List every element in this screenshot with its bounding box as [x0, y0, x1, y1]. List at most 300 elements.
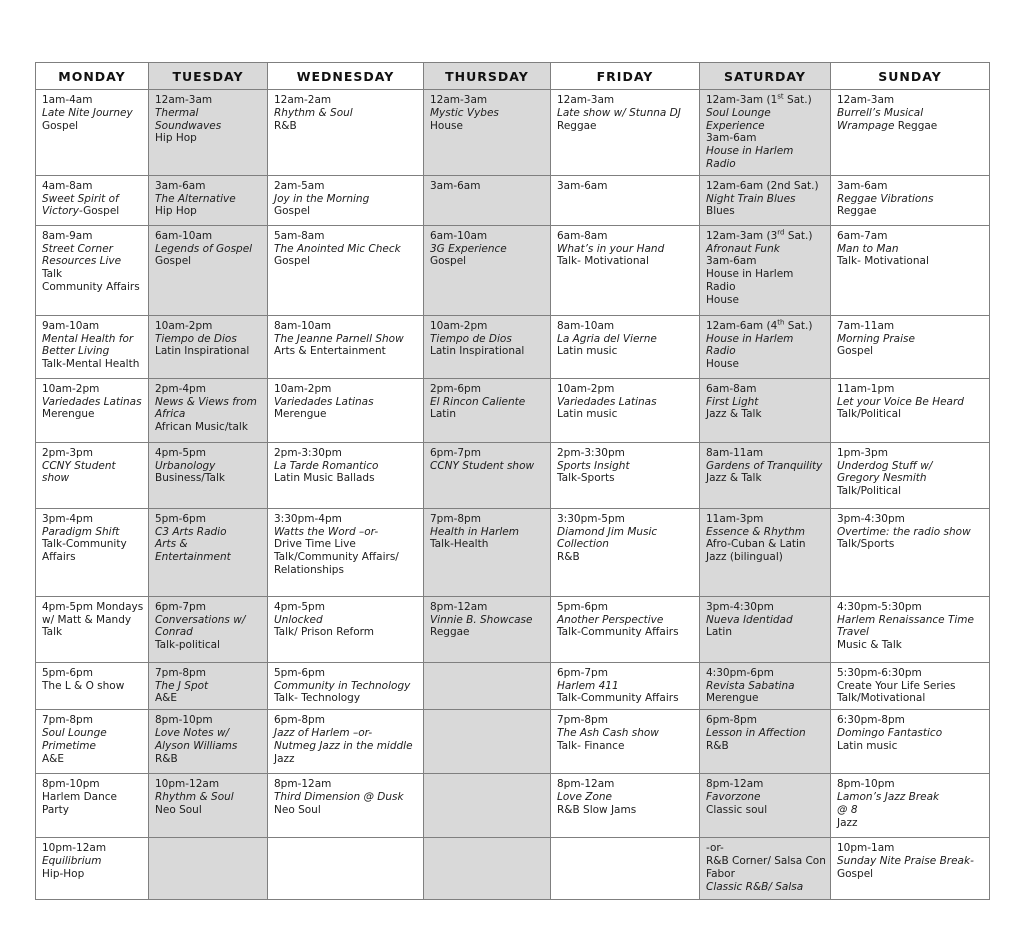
cell-thursday-r12: [424, 838, 551, 900]
cell-line: Variedades Latinas: [274, 395, 374, 408]
cell-line: Neo Soul: [274, 803, 321, 816]
cell-monday-r5: [36, 378, 149, 442]
cell-line: Resources Live: [42, 255, 122, 268]
cell-line: 12am-2am: [274, 94, 332, 106]
cell-line: Soundwaves: [155, 119, 222, 132]
cell-line: Harlem Renaissance Time: [837, 613, 974, 626]
cell-line: 8pm-10pm: [155, 714, 213, 727]
cell-line: Reggae Vibrations: [837, 192, 934, 205]
cell-line: 12am-6am (2nd Sat.): [706, 179, 819, 192]
cell-line: Jazz (bilingual): [706, 551, 783, 564]
cell-line: Entertainment: [155, 551, 231, 564]
cell-monday-r10: [36, 710, 149, 774]
cell-line: Afro-Cuban & Latin: [706, 538, 806, 551]
cell-sunday-r3: [831, 225, 990, 315]
day-header-friday: FRIDAY: [551, 63, 700, 90]
cell-line: Sports Insight: [557, 459, 630, 472]
cell-line: R&B: [557, 551, 580, 564]
cell-line: Latin Music Ballads: [274, 472, 375, 485]
cell-line: 4pm-5pm: [155, 446, 206, 459]
cell-wednesday-r11: [268, 774, 424, 838]
cell-line: Affairs: [42, 551, 76, 564]
cell-line: Business/Talk: [155, 472, 225, 485]
cell-line: A&E: [42, 752, 65, 765]
cell-line: 3am-6am: [155, 179, 206, 192]
schedule-row-3: [36, 225, 990, 315]
cell-line: Arts & Entertainment: [274, 345, 386, 358]
cell-line: Latin music: [837, 739, 898, 752]
cell-line: R&B: [706, 739, 729, 752]
cell-line: 6am-10am: [430, 229, 488, 242]
cell-line: Latin music: [557, 345, 618, 358]
cell-line: House in Harlem Radio: [706, 332, 794, 358]
cell-line: 12am-3am (3rd Sat.): [706, 228, 813, 242]
cell-line: 12am-3am: [155, 94, 213, 106]
cell-line: CCNY Student show: [430, 459, 535, 472]
cell-line: 6:30pm-8pm: [837, 714, 905, 727]
cell-line: 5pm-6pm: [557, 600, 608, 613]
cell-line: Talk-Health: [430, 538, 489, 551]
cell-saturday-r4: [700, 315, 831, 378]
cell-line: Jazz: [274, 752, 295, 765]
cell-tuesday-r2: [149, 175, 268, 225]
cell-line: Talk: [42, 268, 63, 281]
cell-line: 5pm-6pm: [155, 512, 206, 525]
cell-line: 8pm-12am: [430, 600, 488, 613]
cell-friday-r9: [551, 662, 700, 709]
cell-line: 3:30pm-5pm: [557, 512, 625, 525]
cell-line: Rhythm & Soul: [155, 790, 234, 803]
cell-line: 10am-2pm: [155, 319, 213, 332]
cell-sunday-r6: [831, 442, 990, 508]
cell-friday-r11: [551, 774, 700, 838]
cell-line: 8pm-10pm: [837, 778, 895, 791]
cell-saturday-r8: [700, 596, 831, 662]
cell-saturday-r1: [700, 90, 831, 176]
cell-line: Gospel: [837, 867, 874, 880]
cell-thursday-r4: [424, 315, 551, 378]
cell-line: Drive Time Live: [274, 538, 356, 551]
cell-line: 8pm-12am: [557, 778, 615, 791]
cell-line: Talk/Political: [837, 485, 902, 498]
cell-wednesday-r6: [268, 442, 424, 508]
cell-line: 8pm-12am: [274, 778, 332, 791]
cell-line: 4am-8am: [42, 179, 93, 192]
schedule-row-1: [36, 90, 990, 176]
cell-line: 7am-11am: [837, 319, 895, 332]
cell-friday-r3: [551, 225, 700, 315]
cell-line: Primetime: [42, 739, 96, 752]
cell-wednesday-r10: [268, 710, 424, 774]
cell-thursday-r1: [424, 90, 551, 176]
cell-monday-r4: [36, 315, 149, 378]
schedule-row-10: [36, 710, 990, 774]
cell-monday-r6: [36, 442, 149, 508]
cell-line: Gospel: [430, 255, 467, 268]
cell-line: Harlem 411: [557, 679, 619, 692]
cell-line: Late show w/ Stunna DJ: [557, 106, 681, 119]
cell-line: Reggae: [557, 119, 597, 132]
cell-line: Soul Lounge Experience: [706, 106, 771, 132]
cell-line: 4:30pm-6pm: [706, 666, 774, 679]
schedule-header-row: [36, 63, 990, 90]
cell-line: Jazz: [837, 816, 858, 829]
cell-line: Create Your Life Series: [837, 679, 956, 692]
schedule-row-12: [36, 838, 990, 900]
cell-line: Conversations w/: [155, 613, 246, 626]
cell-sunday-r7: [831, 508, 990, 596]
schedule-row-8: [36, 596, 990, 662]
cell-thursday-r5: [424, 378, 551, 442]
cell-sunday-r11: [831, 774, 990, 838]
cell-line: Talk-Community Affairs: [557, 626, 679, 639]
day-header-monday: MONDAY: [36, 63, 149, 90]
cell-line: House in Harlem Radio: [706, 268, 794, 293]
cell-line: 6am-7am: [837, 229, 888, 242]
cell-monday-r12: [36, 838, 149, 900]
cell-line: Gregory Nesmith: [837, 472, 927, 485]
cell-sunday-r10: [831, 710, 990, 774]
cell-line: Burrell’s Musical: [837, 106, 924, 119]
cell-tuesday-r1: [149, 90, 268, 176]
cell-saturday-r3: [700, 225, 831, 315]
cell-line: Hip Hop: [155, 132, 197, 145]
schedule-row-6: [36, 442, 990, 508]
cell-line: Nueva Identidad: [706, 613, 793, 626]
cell-line: Reggae: [837, 205, 877, 218]
cell-line: 10pm-1am: [837, 842, 895, 855]
cell-monday-r2: [36, 175, 149, 225]
cell-line: Gardens of Tranquility: [706, 459, 823, 472]
cell-line: 12am-3am: [430, 94, 488, 106]
cell-thursday-r7: [424, 508, 551, 596]
cell-sunday-r2: [831, 175, 990, 225]
cell-wednesday-r2: [268, 175, 424, 225]
cell-line: R&B: [274, 119, 297, 132]
cell-line: 10am-2pm: [42, 382, 100, 395]
cell-line: 4pm-5pm: [274, 600, 325, 613]
cell-tuesday-r6: [149, 442, 268, 508]
schedule-row-2: [36, 175, 990, 225]
cell-line: Community Affairs: [42, 280, 140, 293]
cell-line: Urbanology: [155, 459, 216, 472]
cell-line: 12am-6am (4th Sat.): [706, 318, 813, 332]
cell-line: Music & Talk: [837, 639, 902, 652]
cell-line: 3am-6am: [706, 255, 757, 268]
cell-friday-r4: [551, 315, 700, 378]
cell-line: 3pm-4pm: [42, 512, 93, 525]
cell-line: Latin Inspirational: [155, 345, 250, 358]
cell-line: Paradigm Shift: [42, 525, 120, 538]
cell-line: 7pm-8pm: [430, 512, 481, 525]
cell-line: Talk-political: [155, 639, 220, 652]
cell-line: Hip Hop: [155, 205, 197, 218]
cell-line: Essence & Rhythm: [706, 525, 805, 538]
cell-line: -or-: [706, 842, 724, 855]
cell-line: 5pm-6pm: [42, 666, 93, 679]
cell-line: 8pm-10pm: [42, 778, 100, 791]
cell-line: 10am-2pm: [557, 382, 615, 395]
cell-line: 3:30pm-4pm: [274, 512, 342, 525]
cell-line: Let your Voice Be Heard: [837, 395, 964, 408]
cell-tuesday-r8: [149, 596, 268, 662]
cell-line: Love Notes w/: [155, 726, 230, 739]
day-header-wednesday: WEDNESDAY: [268, 63, 424, 90]
cell-line: Nutmeg Jazz in the middle: [274, 739, 413, 752]
cell-line: 7pm-8pm: [557, 714, 608, 727]
cell-tuesday-r5: [149, 378, 268, 442]
cell-line: Sweet Spirit of: [42, 192, 119, 205]
cell-line: Lesson in Affection: [706, 726, 806, 739]
cell-line: 7pm-8pm: [42, 714, 93, 727]
cell-saturday-r6: [700, 442, 831, 508]
cell-line: Gospel: [837, 345, 874, 358]
cell-line: R&B Corner/ Salsa Con: [706, 854, 826, 867]
cell-line: 2pm-3:30pm: [274, 446, 342, 459]
cell-wednesday-r4: [268, 315, 424, 378]
cell-line: Gospel: [274, 255, 311, 268]
cell-line: Talk-Mental Health: [42, 358, 140, 371]
cell-monday-r8: [36, 596, 149, 662]
cell-friday-r2: [551, 175, 700, 225]
cell-line: Talk/ Prison Reform: [274, 626, 375, 639]
cell-saturday-r9: [700, 662, 831, 709]
cell-line: Vinnie B. Showcase: [430, 613, 533, 626]
cell-friday-r1: [551, 90, 700, 176]
cell-line: Joy in the Morning: [274, 192, 370, 205]
cell-line: Talk/Political: [837, 408, 902, 421]
cell-line: 1am-4am: [42, 94, 93, 106]
cell-line: 12am-3am: [837, 94, 895, 106]
cell-line: 6am-8am: [706, 382, 757, 395]
cell-line: 8am-10am: [557, 319, 615, 332]
cell-line: Overtime: the radio show: [837, 525, 971, 538]
schedule-row-4: [36, 315, 990, 378]
cell-line: News & Views from: [155, 395, 257, 408]
cell-saturday-r10: [700, 710, 831, 774]
cell-line: Classic R&B/ Salsa: [706, 880, 804, 893]
cell-line: 6am-8am: [557, 229, 608, 242]
cell-line: Lamon’s Jazz Break: [837, 790, 940, 803]
cell-line: 1pm-3pm: [837, 446, 888, 459]
cell-thursday-r11: [424, 774, 551, 838]
cell-line: Relationships: [274, 563, 344, 576]
cell-line: Equilibrium: [42, 854, 102, 867]
cell-line: House: [706, 293, 739, 306]
cell-line: Travel: [837, 626, 869, 639]
cell-line: Talk/Community Affairs/: [274, 551, 399, 564]
cell-tuesday-r10: [149, 710, 268, 774]
cell-line: Gospel: [42, 119, 79, 132]
cell-line: The L & O show: [42, 679, 125, 692]
cell-thursday-r6: [424, 442, 551, 508]
cell-wednesday-r9: [268, 662, 424, 709]
cell-line: 12am-3am (1st Sat.): [706, 92, 812, 106]
cell-line: 6pm-7pm: [430, 446, 481, 459]
schedule-row-9: [36, 662, 990, 709]
cell-line: 4pm-5pm Mondays: [42, 600, 144, 613]
cell-line: Merengue: [274, 408, 327, 421]
cell-line: Talk- Technology: [274, 692, 361, 705]
cell-thursday-r2: [424, 175, 551, 225]
cell-line: 6pm-8pm: [274, 714, 325, 727]
cell-line: 3G Experience: [430, 242, 507, 255]
cell-line: Legends of Gospel: [155, 242, 253, 255]
cell-line: C3 Arts Radio: [155, 525, 227, 538]
cell-line: Merengue: [42, 408, 95, 421]
cell-line: 2am-5am: [274, 179, 325, 192]
cell-line: Jazz & Talk: [706, 408, 762, 421]
cell-sunday-r9: [831, 662, 990, 709]
cell-line: Classic soul: [706, 803, 768, 816]
cell-saturday-r5: [700, 378, 831, 442]
cell-tuesday-r3: [149, 225, 268, 315]
schedule-row-7: [36, 508, 990, 596]
cell-line: Wrampage Reggae: [837, 119, 938, 132]
cell-line: 5pm-6pm: [274, 666, 325, 679]
cell-sunday-r8: [831, 596, 990, 662]
cell-line: 8am-10am: [274, 319, 332, 332]
cell-line: 3pm-4:30pm: [837, 512, 905, 525]
cell-line: Tiempo de Dios: [155, 332, 237, 345]
cell-line: CCNY Student: [42, 459, 116, 472]
cell-line: Street Corner: [42, 242, 113, 255]
cell-line: Mental Health for: [42, 332, 134, 345]
cell-line: Favorzone: [706, 790, 761, 803]
cell-line: Love Zone: [557, 790, 613, 803]
cell-line: Gospel: [155, 255, 192, 268]
cell-line: 2pm-3:30pm: [557, 446, 625, 459]
cell-line: Talk-Community Affairs: [557, 692, 679, 705]
cell-line: The Alternative: [155, 192, 236, 205]
cell-line: 6am-10am: [155, 229, 213, 242]
cell-line: House: [430, 119, 463, 132]
cell-line: Community in Technology: [274, 679, 411, 692]
cell-line: Late Nite Journey: [42, 106, 133, 119]
cell-line: 11am-3pm: [706, 512, 764, 525]
cell-tuesday-r11: [149, 774, 268, 838]
cell-monday-r3: [36, 225, 149, 315]
cell-wednesday-r7: [268, 508, 424, 596]
cell-wednesday-r1: [268, 90, 424, 176]
cell-line: 4:30pm-5:30pm: [837, 600, 922, 613]
cell-line: Jazz of Harlem –or-: [274, 726, 373, 739]
cell-line: Neo Soul: [155, 803, 202, 816]
cell-line: R&B: [155, 752, 178, 765]
cell-wednesday-r8: [268, 596, 424, 662]
cell-line: 3am-6am: [837, 179, 888, 192]
cell-thursday-r9: [424, 662, 551, 709]
cell-line: @ 8: [837, 803, 858, 816]
day-header-tuesday: TUESDAY: [149, 63, 268, 90]
cell-line: Variedades Latinas: [557, 395, 657, 408]
cell-line: Sunday Nite Praise Break-: [837, 854, 974, 867]
cell-wednesday-r12: [268, 838, 424, 900]
cell-line: 8am-9am: [42, 229, 93, 242]
cell-line: La Agria del Vierne: [557, 332, 657, 345]
cell-friday-r7: [551, 508, 700, 596]
cell-line: Night Train Blues: [706, 192, 796, 205]
cell-line: Arts &: [155, 538, 188, 551]
schedule-table: [35, 62, 990, 900]
cell-line: Another Perspective: [557, 613, 664, 626]
cell-line: 12am-3am: [557, 94, 615, 106]
day-header-thursday: THURSDAY: [424, 63, 551, 90]
cell-monday-r11: [36, 774, 149, 838]
cell-line: 3am-6am: [706, 132, 757, 145]
cell-line: Domingo Fantastico: [837, 726, 943, 739]
cell-line: Latin music: [557, 408, 618, 421]
cell-sunday-r1: [831, 90, 990, 176]
cell-line: Talk: [42, 626, 63, 639]
cell-line: Talk- Motivational: [837, 255, 929, 268]
cell-line: Merengue: [706, 692, 759, 705]
cell-line: Fabor: [706, 867, 735, 880]
cell-line: Unlocked: [274, 613, 323, 626]
cell-line: Alyson Williams: [155, 739, 238, 752]
cell-line: Soul Lounge: [42, 726, 107, 739]
cell-line: First Light: [706, 395, 759, 408]
cell-line: 11am-1pm: [837, 382, 895, 395]
cell-line: La Tarde Romantico: [274, 459, 379, 472]
cell-line: Underdog Stuff w/: [837, 459, 933, 472]
cell-line: 10am-2pm: [274, 382, 332, 395]
cell-friday-r8: [551, 596, 700, 662]
day-header-saturday: SATURDAY: [700, 63, 831, 90]
cell-line: House in Harlem Radio: [706, 145, 794, 170]
cell-line: Third Dimension @ Dusk: [274, 790, 404, 803]
cell-line: 9am-10am: [42, 319, 100, 332]
cell-line: Watts the Word –or-: [274, 525, 379, 538]
cell-line: 6pm-7pm: [155, 600, 206, 613]
cell-line: Harlem Dance: [42, 790, 117, 803]
cell-thursday-r3: [424, 225, 551, 315]
cell-friday-r12: [551, 838, 700, 900]
cell-line: What’s in your Hand: [557, 242, 665, 255]
cell-line: Blues: [706, 205, 735, 218]
cell-line: 10am-2pm: [430, 319, 488, 332]
cell-line: 6pm-7pm: [557, 666, 608, 679]
cell-thursday-r8: [424, 596, 551, 662]
cell-line: Afronaut Funk: [706, 242, 780, 255]
cell-monday-r1: [36, 90, 149, 176]
cell-sunday-r12: [831, 838, 990, 900]
cell-line: A&E: [155, 692, 178, 705]
cell-line: Latin: [706, 626, 732, 639]
cell-line: 2pm-3pm: [42, 446, 93, 459]
cell-line: The Ash Cash show: [557, 726, 659, 739]
schedule-body: [36, 90, 990, 900]
cell-line: Talk- Motivational: [557, 255, 649, 268]
cell-line: Gospel: [274, 205, 311, 218]
cell-line: Rhythm & Soul: [274, 106, 353, 119]
cell-line: Diamond Jim Music: [557, 525, 658, 538]
cell-line: African Music/talk: [155, 421, 248, 434]
cell-saturday-r11: [700, 774, 831, 838]
cell-line: Latin Inspirational: [430, 345, 525, 358]
weekly-schedule: [35, 62, 990, 900]
schedule-row-5: [36, 378, 990, 442]
cell-line: House: [706, 358, 739, 371]
cell-line: Victory-Gospel: [42, 205, 120, 218]
cell-line: Conrad: [155, 626, 193, 639]
cell-wednesday-r3: [268, 225, 424, 315]
cell-line: The Anointed Mic Check: [274, 242, 401, 255]
schedule-row-11: [36, 774, 990, 838]
cell-tuesday-r9: [149, 662, 268, 709]
cell-line: Better Living: [42, 345, 110, 358]
cell-line: 7pm-8pm: [155, 666, 206, 679]
